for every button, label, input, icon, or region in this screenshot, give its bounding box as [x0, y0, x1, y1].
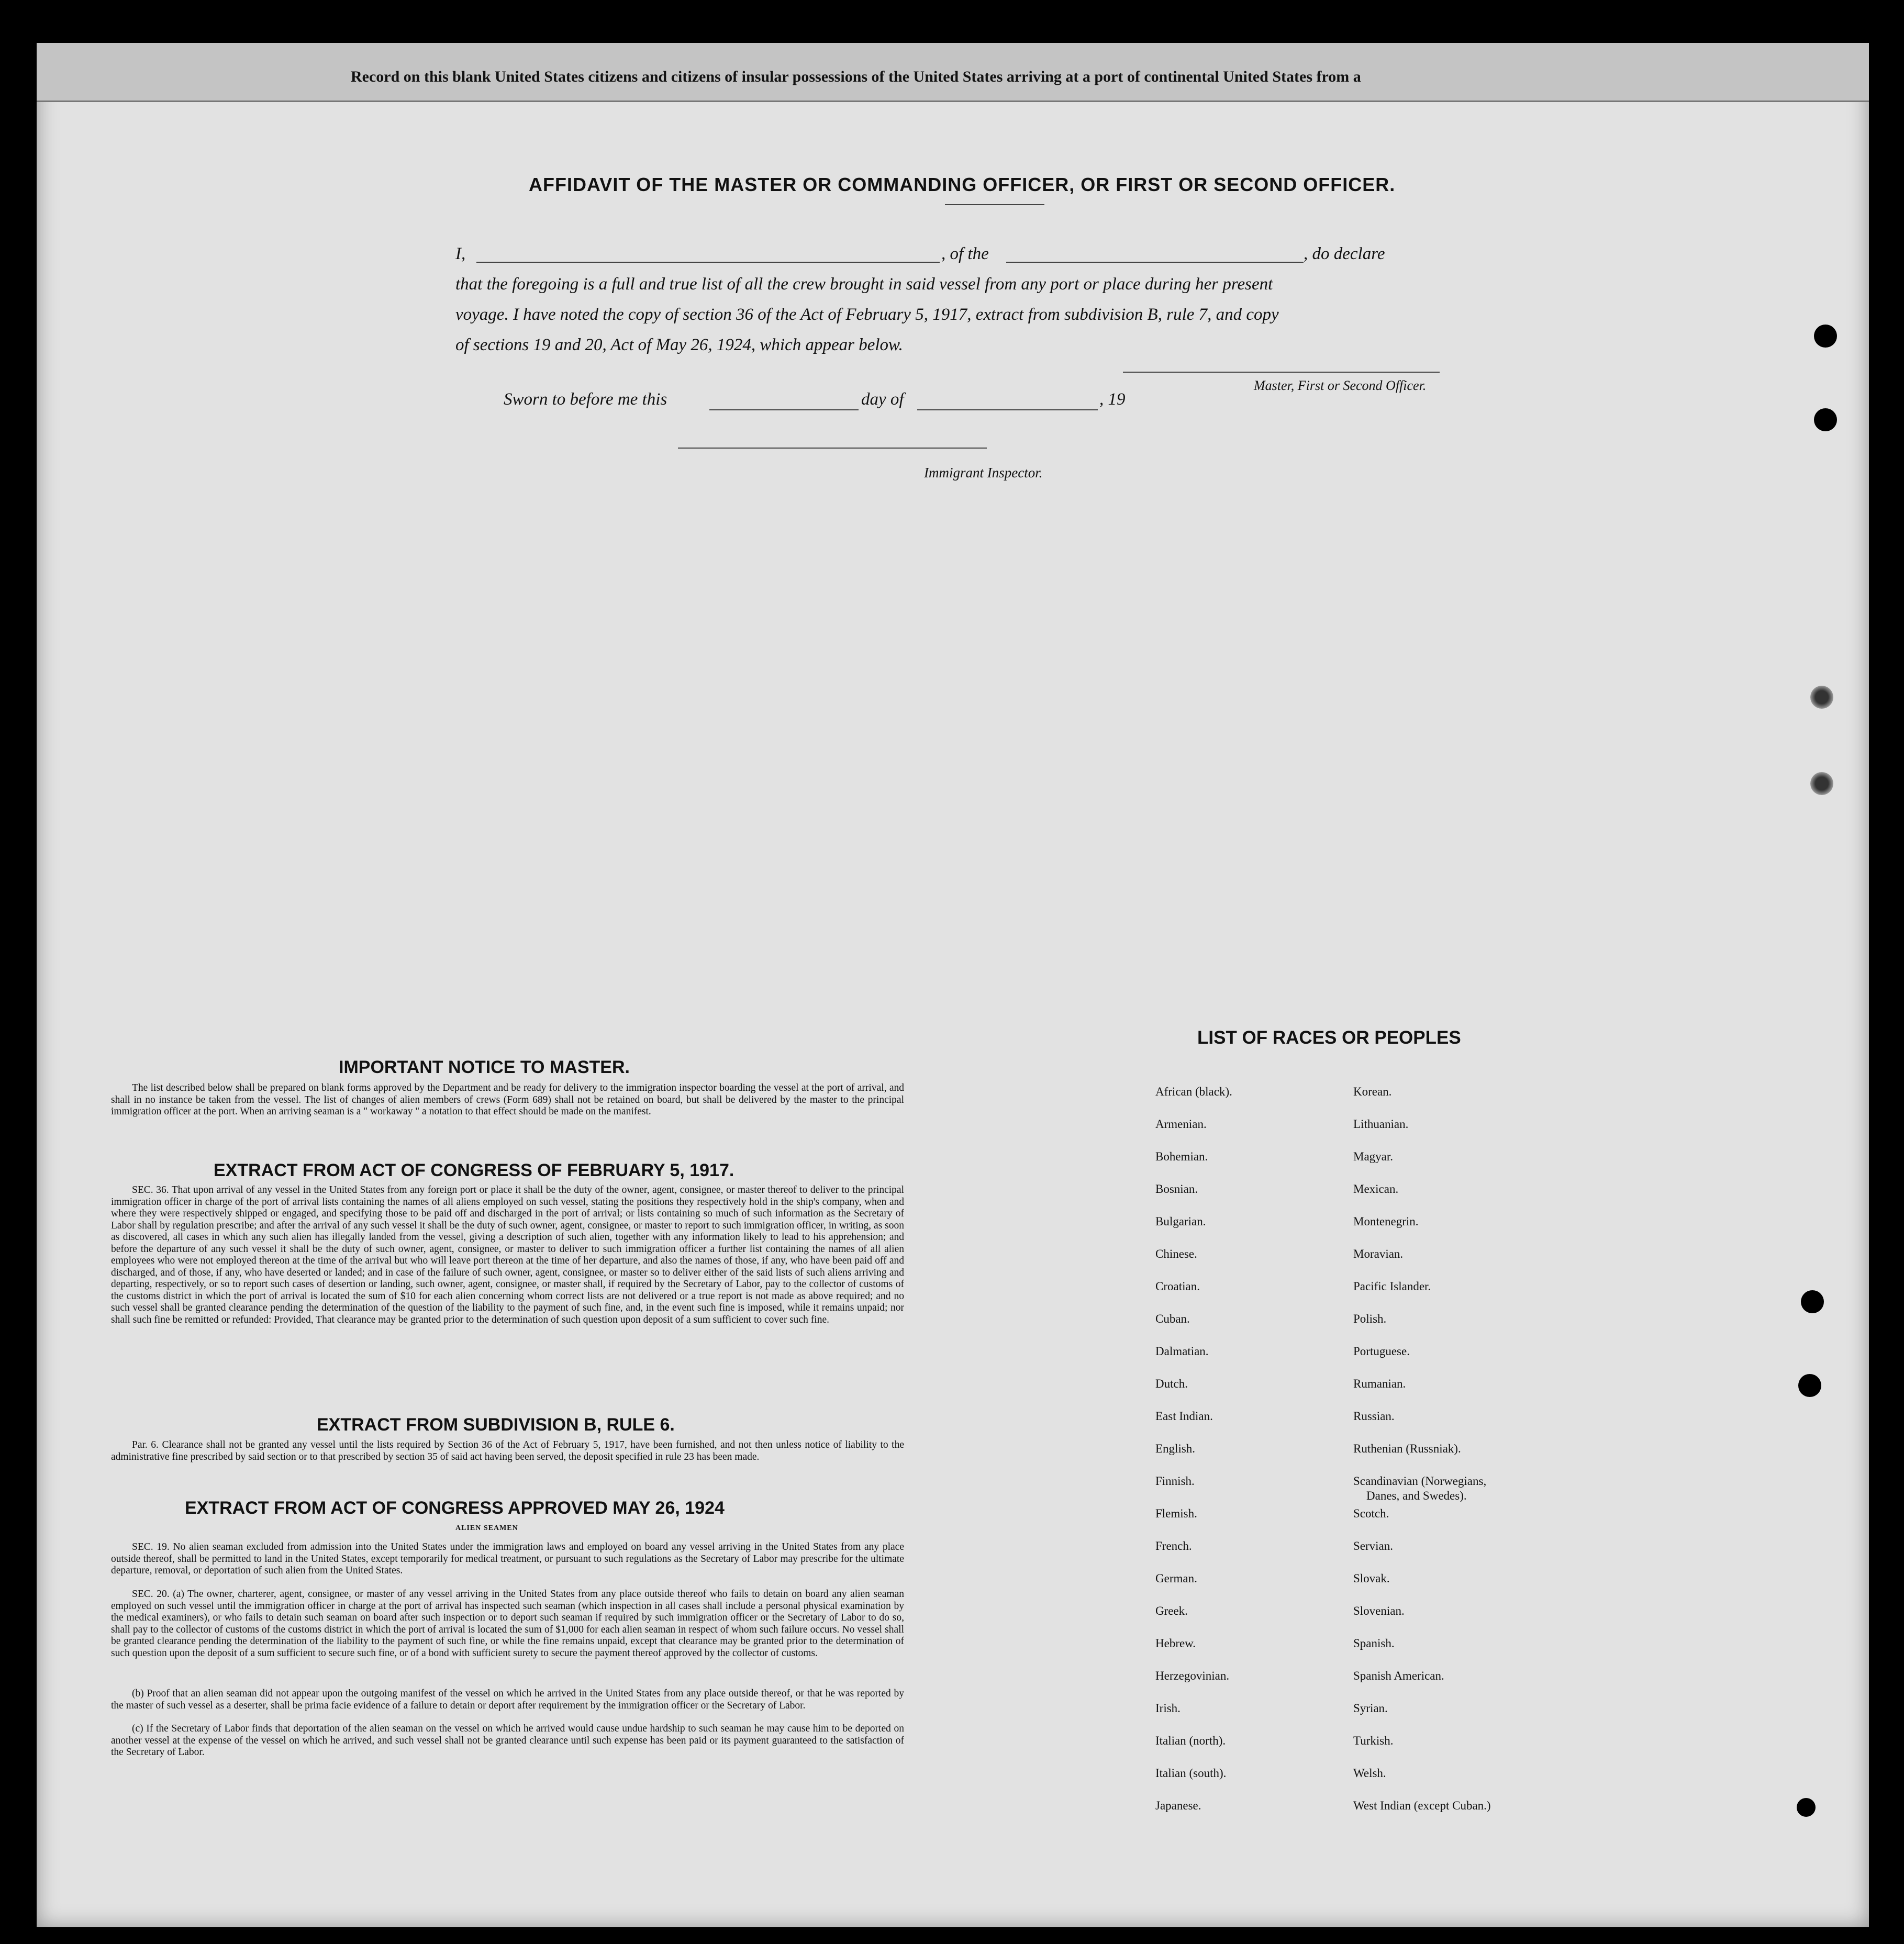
race-item: Irish.	[1155, 1702, 1181, 1715]
extract-rule6-title: EXTRACT FROM SUBDIVISION B, RULE 6.	[317, 1415, 675, 1435]
race-item: Moravian.	[1353, 1247, 1404, 1260]
sworn-year-label: , 19	[1099, 390, 1126, 409]
sworn-day-label: day of	[861, 390, 904, 409]
extract-1924-sec20b: (b) Proof that an alien seaman did not appear upon the outgoing manifest of the vessel on which he arrived in the United States from any place outside thereof, or that he was reported by the master of such vessel as a deserter, shall be prima facie evidence of a failure to detain or deport after requirement by the immigration officer or the Secretary of Labor.	[111, 1688, 904, 1711]
extract-1917-body: SEC. 36. That upon arrival of any vessel in the United States from any foreign port or place it shall be the duty of the owner, agent, consignee, or master thereof to deliver to the principal immigration officer in charge of the port of arrival lists containing the names of all aliens employed on such vessel, stating the positions they respectively hold in the ship's company, when and where they were respectively shipped or engaged, and specifying those to be paid off and discharged in the port of arrival; or lists containing so much of such information as the Secretary of Labor shall by regulation prescribe; and after the arrival of any such vessel it shall be the duty of such owner, agent, consignee, or master to report to such immigration officer, in writing, as soon as discovered, all cases in which any such alien has illegally landed from the vessel, giving a description of such alien, together with any information likely to lead to his apprehension; and before the departure of any such vessel it shall be the duty of such owner, agent, consignee, or master to deliver to such immigration officer a further list containing the names of all alien employees who were not employed thereon at the time of the arrival but who will leave port thereon at the time of her departure, and also the names of those, if any, who have been paid off and discharged, and of those, if any, who have deserted or landed; and in case of the failure of such owner, agent, consignee, or master so to deliver either of the said lists of such aliens arriving and departing, respectively, or so to report such cases of desertion or landing, such owner, agent, consignee, or master shall, if required by the Secretary of Labor, pay to the collector of customs of the customs district in which the port of arrival is located the sum of $10 for each alien concerning whom correct lists are not delivered or a true report is not made as above required; and no such vessel shall be granted clearance pending the determination of the question of the liability to the payment of such fine, and, in the event such fine is imposed, while it remains unpaid; nor shall such fine be remitted or refunded: Provided, That clearance may be granted prior to the determination of such question upon deposit of a sum sufficient to cover such fine.	[111, 1185, 904, 1325]
race-item: Lithuanian.	[1353, 1118, 1409, 1131]
extract-1917-title: EXTRACT FROM ACT OF CONGRESS OF FEBRUARY 5, 1917.	[214, 1160, 734, 1180]
race-item: Polish.	[1353, 1312, 1387, 1325]
binder-hole	[1814, 408, 1837, 431]
affidavit-line-4: of sections 19 and 20, Act of May 26, 1924, which appear below.	[455, 336, 903, 354]
notice-body: The list described below shall be prepared on blank forms approved by the Department and be ready for delivery to the immigration inspector boarding the vessel at the port of arrival, and shall in no instance be taken from the vessel. The list of changes of alien members of crews (Form 689) shall not be retained on board, but shall be delivered by the master to the principal immigration officer at the port. When an arriving seaman is a " workaway " a notation to that effect should be made on the manifest.	[111, 1082, 904, 1117]
affidavit-title: AFFIDAVIT OF THE MASTER OR COMMANDING OFFICER, OR FIRST OR SECOND OFFICER.	[529, 174, 1396, 195]
race-item: Bohemian.	[1155, 1150, 1208, 1163]
races-title: LIST OF RACES OR PEOPLES	[1197, 1027, 1461, 1048]
top-notice: Record on this blank United States citizens and citizens of insular possessions of the United States arriving at a port of continental United States from a	[351, 68, 1361, 85]
race-item: Spanish American.	[1353, 1669, 1444, 1682]
sworn-prefix: Sworn to before me this	[504, 390, 667, 409]
race-item: French.	[1155, 1539, 1192, 1552]
extract-1924-subtitle: ALIEN SEAMEN	[455, 1524, 518, 1532]
race-item: Japanese.	[1155, 1799, 1201, 1812]
title-underline	[945, 204, 1044, 205]
binder-hole	[1798, 1374, 1821, 1397]
race-item: Cuban.	[1155, 1312, 1190, 1325]
race-item: Chinese.	[1155, 1247, 1197, 1260]
sworn-month-field[interactable]	[917, 409, 1098, 410]
race-item: Bulgarian.	[1155, 1215, 1206, 1228]
bleed-through-row	[1230, 487, 1240, 505]
bleed-through-title	[1141, 152, 1154, 177]
race-item: Herzegovinian.	[1155, 1669, 1230, 1682]
extract-rule6-body: Par. 6. Clearance shall not be granted any vessel until the lists required by Section 36 of the Act of February 5, 1917, have been furnished, and not then unless notice of liability to the administrative fine prescribed by said section or to that prescribed by section 35 of said act having been served, the deposit specified in rule 23 has been made.	[111, 1439, 904, 1462]
extract-1924-sec20c: (c) If the Secretary of Labor finds that deportation of the alien seaman on the vessel on which he arrived would cause undue hardship to such seaman he may cause him to be deported on another vessel at the expense of the vessel on which he arrived, and such vessel shall not be granted clearance until such expense has been paid or its payment guaranteed to the satisfaction of the Secretary of Labor.	[111, 1723, 904, 1758]
extract-1924-sec19: SEC. 19. No alien seaman excluded from admission into the United States under the immigration laws and employed on board any vessel arriving in the United States from any place outside thereof, shall be permitted to land in the United States, except temporarily for medical treatment, or pursuant to such regulations as the Secretary of Labor may prescribe for the ultimate departure, removal, or deportation of such alien from the United States.	[111, 1541, 904, 1576]
affidavit-body	[455, 239, 1482, 360]
race-item: Dalmatian.	[1155, 1345, 1209, 1358]
race-item: East Indian.	[1155, 1410, 1213, 1423]
notice-title: IMPORTANT NOTICE TO MASTER.	[339, 1057, 630, 1077]
declarant-name-field[interactable]	[476, 262, 940, 263]
race-item: Montenegrin.	[1353, 1215, 1419, 1228]
master-signature-label: Master, First or Second Officer.	[1254, 378, 1427, 393]
affidavit-line-3: voyage. I have noted the copy of section 36 of the Act of February 5, 1917, extract from subdivision B, rule 7, and copy	[455, 305, 1279, 324]
race-item: Russian.	[1353, 1410, 1395, 1423]
sworn-day-field[interactable]	[709, 409, 859, 410]
race-item: Italian (south).	[1155, 1767, 1227, 1780]
race-item: Syrian.	[1353, 1702, 1388, 1715]
race-item: Slovenian.	[1353, 1604, 1405, 1617]
binder-hole	[1810, 772, 1833, 795]
master-signature-field[interactable]	[1123, 372, 1440, 373]
inspector-label: Immigrant Inspector.	[924, 465, 1043, 481]
race-item: Croatian.	[1155, 1280, 1200, 1293]
vessel-name-field[interactable]	[1006, 262, 1304, 263]
race-item: Turkish.	[1353, 1734, 1394, 1747]
race-item: Korean.	[1353, 1085, 1392, 1098]
binder-hole	[1801, 1290, 1824, 1313]
race-item: Italian (north).	[1155, 1734, 1226, 1747]
race-item: Magyar.	[1353, 1150, 1394, 1163]
extract-1924-sec20a: SEC. 20. (a) The owner, charterer, agent, consignee, or master of any vessel arriving in the United States from any place outside thereof who fails to detain on board any alien seaman employed on such vessel until the immigration officer in charge at the port of arrival has inspected such seaman (which inspection in all cases shall include a personal physical examination by the medical examiners), or who fails to detain such seaman on board after such inspection or to deport such seaman if required by such immigration officer or the Secretary of Labor to do so, shall pay to the collector of customs of the customs district in which the port of arrival is located the sum of $1,000 for each alien seaman in respect of whom such failure occurs. No vessel shall be granted clearance pending the determination of the liability to the payment of such fine, or while the fine remains unpaid, except that clearance may be granted prior to the determination of such question upon the deposit of a sum sufficient to secure such fine, or of a bond with sufficient surety to secure the payment thereof approved by the collector of customs.	[111, 1589, 904, 1659]
race-item: African (black).	[1155, 1085, 1232, 1098]
race-item: Slovak.	[1353, 1572, 1390, 1585]
affidavit-line-2: that the foregoing is a full and true list of all the crew brought in said vessel from any port or place during her present	[455, 275, 1273, 294]
binder-hole	[1797, 1798, 1816, 1817]
race-item: German.	[1155, 1572, 1197, 1585]
race-item: Pacific Islander.	[1353, 1280, 1431, 1293]
race-item: Rumanian.	[1353, 1377, 1406, 1390]
affidavit-line-1	[455, 239, 1482, 269]
do-declare-label: , do declare	[1304, 244, 1385, 263]
race-item: Finnish.	[1155, 1474, 1195, 1488]
race-item: Bosnian.	[1155, 1182, 1198, 1196]
of-the-label: , of the	[941, 244, 989, 263]
declarant-prefix: I,	[455, 244, 466, 263]
race-item: Portuguese.	[1353, 1345, 1410, 1358]
race-item: Scandinavian (Norwegians,	[1353, 1474, 1487, 1488]
race-item: Mexican.	[1353, 1182, 1399, 1196]
binder-hole	[1814, 325, 1837, 348]
race-item: Greek.	[1155, 1604, 1188, 1617]
race-item: West Indian (except Cuban.)	[1353, 1799, 1491, 1812]
race-item: Scotch.	[1353, 1507, 1389, 1520]
race-item: Welsh.	[1353, 1767, 1386, 1780]
extract-1924-title: EXTRACT FROM ACT OF CONGRESS APPROVED MAY 26, 1924	[185, 1498, 725, 1518]
binder-hole	[1810, 686, 1833, 709]
race-item: Hebrew.	[1155, 1637, 1196, 1650]
race-item: Armenian.	[1155, 1118, 1207, 1131]
race-item: English.	[1155, 1442, 1196, 1455]
race-item: Servian.	[1353, 1539, 1394, 1552]
race-item-continuation: Danes, and Swedes).	[1366, 1489, 1467, 1502]
race-item: Ruthenian (Russniak).	[1353, 1442, 1461, 1455]
race-item: Flemish.	[1155, 1507, 1197, 1520]
inspector-signature-field[interactable]	[678, 448, 987, 449]
race-item: Dutch.	[1155, 1377, 1188, 1390]
race-item: Spanish.	[1353, 1637, 1395, 1650]
